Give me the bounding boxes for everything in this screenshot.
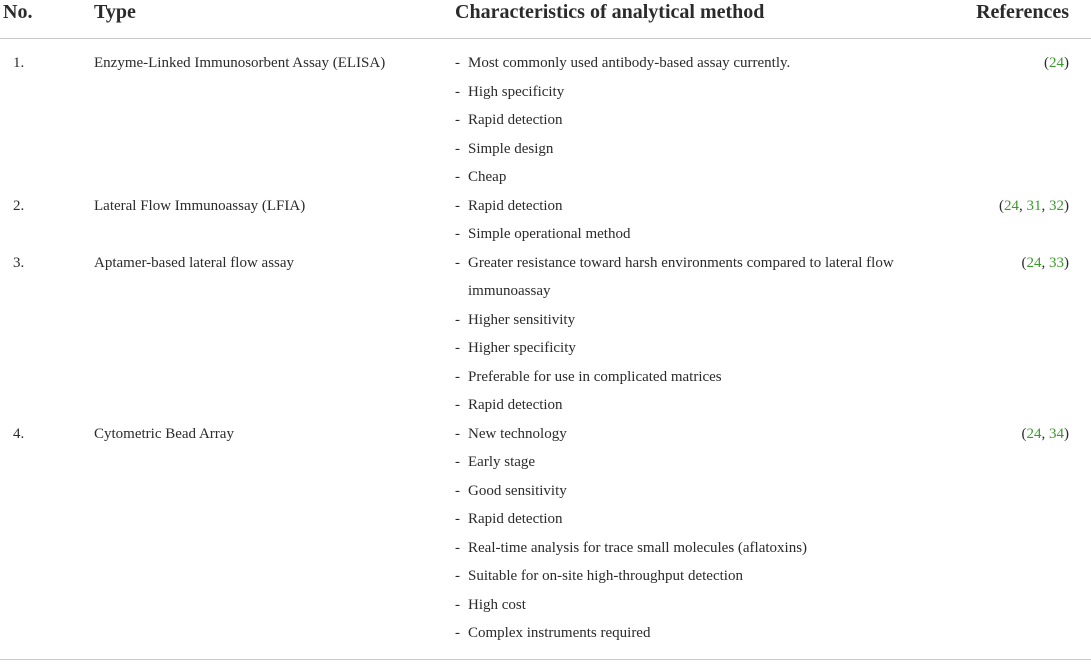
reference-link[interactable]: 34 bbox=[1049, 425, 1064, 442]
reference-link[interactable]: 33 bbox=[1049, 254, 1064, 271]
characteristic-item bbox=[455, 220, 895, 249]
characteristic-item bbox=[455, 477, 895, 506]
reference-link[interactable]: 24 bbox=[1026, 425, 1042, 442]
reference-link[interactable]: 24 bbox=[1049, 55, 1064, 71]
reference-link[interactable]: 24 bbox=[1004, 197, 1019, 214]
bullet-dash: - bbox=[455, 169, 460, 185]
ref-separator: , bbox=[1041, 254, 1049, 271]
cell-no: 3. bbox=[13, 254, 25, 271]
reference-link[interactable]: 32 bbox=[1049, 197, 1064, 214]
characteristic-item bbox=[455, 391, 895, 420]
characteristic-text: Suitable for on-site high-throughput detection bbox=[468, 568, 743, 584]
characteristic-item bbox=[455, 534, 895, 563]
characteristic-item bbox=[455, 163, 895, 192]
header-references: References bbox=[976, 1, 1069, 23]
ref-open-paren: ( bbox=[1044, 55, 1049, 71]
bullet-dash: - bbox=[455, 340, 460, 356]
cell-type: Cytometric Bead Array bbox=[94, 425, 234, 442]
reference-link[interactable]: 24 bbox=[1026, 254, 1042, 271]
bottom-rule bbox=[0, 659, 1091, 660]
bullet-dash: - bbox=[455, 368, 460, 385]
reference-link[interactable]: 31 bbox=[1026, 197, 1042, 214]
cell-references bbox=[909, 420, 1069, 449]
characteristic-item bbox=[455, 78, 895, 107]
characteristic-text: Rapid detection bbox=[468, 397, 563, 413]
characteristic-text: Early stage bbox=[468, 454, 536, 470]
characteristic-text: Real-time analysis for trace small molecules (aflatoxins) bbox=[468, 539, 808, 556]
characteristic-item bbox=[455, 334, 895, 363]
characteristic-text: Rapid detection bbox=[468, 197, 563, 214]
bullet-dash: - bbox=[455, 112, 460, 128]
characteristic-item bbox=[455, 619, 895, 648]
cell-type: Enzyme-Linked Immunosorbent Assay (ELISA) bbox=[94, 55, 386, 71]
characteristic-item bbox=[455, 420, 895, 449]
ref-open-paren: ( bbox=[1021, 425, 1027, 442]
header-no: No. bbox=[3, 1, 33, 23]
ref-separator: , bbox=[1019, 197, 1027, 214]
cell-type: Aptamer-based lateral flow assay bbox=[94, 254, 295, 271]
characteristic-text: New technology bbox=[468, 425, 567, 442]
characteristic-text: Preferable for use in complicated matrices bbox=[468, 368, 722, 385]
ref-separator: , bbox=[1041, 197, 1049, 214]
ref-close-paren: ) bbox=[1064, 425, 1069, 442]
characteristic-text: Most commonly used antibody-based assay currently. bbox=[468, 55, 791, 71]
characteristic-item bbox=[455, 306, 895, 335]
bullet-dash: - bbox=[455, 83, 460, 100]
cell-no: 4. bbox=[13, 425, 25, 442]
characteristic-item bbox=[455, 505, 895, 534]
characteristic-text: Rapid detection bbox=[468, 112, 563, 128]
bullet-dash: - bbox=[455, 539, 460, 556]
characteristic-text: Greater resistance toward harsh environments compared to lateral flow immunoassay bbox=[468, 254, 894, 299]
cell-characteristics bbox=[455, 192, 895, 249]
characteristic-text: Rapid detection bbox=[468, 511, 563, 527]
cell-references bbox=[909, 49, 1069, 78]
bullet-dash: - bbox=[455, 625, 460, 641]
characteristic-item bbox=[455, 363, 895, 392]
ref-open-paren: ( bbox=[1021, 254, 1027, 271]
bullet-dash: - bbox=[455, 425, 460, 442]
bullet-dash: - bbox=[455, 454, 460, 470]
characteristic-text: Higher specificity bbox=[468, 340, 576, 356]
bullet-dash: - bbox=[455, 197, 460, 214]
characteristic-item bbox=[455, 448, 895, 477]
characteristic-item bbox=[455, 249, 895, 306]
characteristic-text: Simple operational method bbox=[468, 226, 631, 242]
ref-close-paren: ) bbox=[1064, 55, 1069, 71]
cell-characteristics bbox=[455, 49, 895, 192]
characteristic-item bbox=[455, 192, 895, 221]
bullet-dash: - bbox=[455, 311, 460, 328]
bullet-dash: - bbox=[455, 397, 460, 413]
characteristic-item bbox=[455, 49, 895, 78]
cell-characteristics bbox=[455, 249, 895, 420]
ref-open-paren: ( bbox=[999, 197, 1004, 214]
characteristic-item bbox=[455, 135, 895, 164]
bullet-dash: - bbox=[455, 226, 460, 242]
ref-close-paren: ) bbox=[1064, 197, 1069, 214]
bullet-dash: - bbox=[455, 55, 460, 71]
cell-no: 2. bbox=[13, 197, 25, 214]
characteristic-text: Higher sensitivity bbox=[468, 311, 576, 328]
table-header bbox=[0, 0, 1091, 39]
bullet-dash: - bbox=[455, 596, 460, 613]
characteristic-text: Simple design bbox=[468, 140, 554, 157]
characteristic-text: Cheap bbox=[468, 169, 507, 185]
characteristic-text: High specificity bbox=[468, 83, 565, 100]
bullet-dash: - bbox=[455, 511, 460, 527]
cell-references bbox=[909, 249, 1069, 278]
characteristic-item bbox=[455, 591, 895, 620]
header-characteristics: Characteristics of analytical method bbox=[455, 1, 765, 23]
characteristic-text: Complex instruments required bbox=[468, 625, 651, 641]
ref-close-paren: ) bbox=[1064, 254, 1069, 271]
characteristic-item bbox=[455, 106, 895, 135]
cell-no: 1. bbox=[13, 55, 25, 71]
characteristic-item bbox=[455, 562, 895, 591]
bullet-dash: - bbox=[455, 568, 460, 584]
characteristic-text: High cost bbox=[468, 596, 526, 613]
ref-separator: , bbox=[1041, 425, 1049, 442]
header-type: Type bbox=[94, 1, 136, 23]
cell-characteristics bbox=[455, 420, 895, 648]
bullet-dash: - bbox=[455, 140, 460, 157]
cell-references bbox=[909, 192, 1069, 221]
cell-type: Lateral Flow Immunoassay (LFIA) bbox=[94, 197, 306, 214]
bullet-dash: - bbox=[455, 482, 460, 499]
bullet-dash: - bbox=[455, 254, 460, 271]
characteristic-text: Good sensitivity bbox=[468, 482, 567, 499]
